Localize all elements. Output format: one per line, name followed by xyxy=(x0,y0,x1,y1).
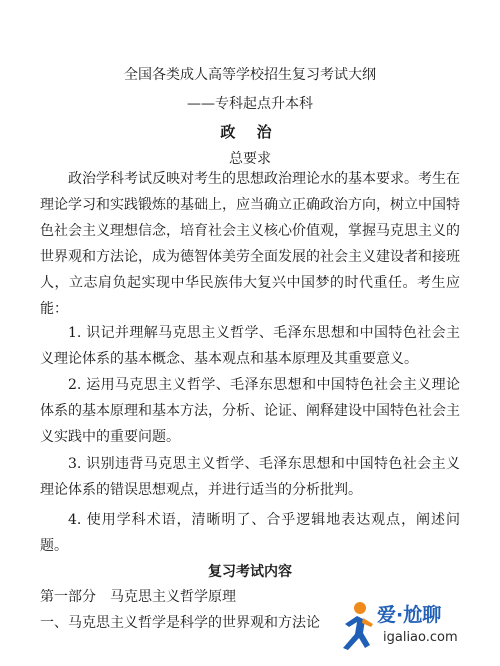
requirement-item: 3. 识别违背马克思主义哲学、毛泽东思想和中国特色社会主义理论体系的错误思想观点，并进行适当的分析批判。 xyxy=(40,456,460,498)
watermark-brand: 爱·尬聊 xyxy=(377,604,442,626)
requirement-item: 1. 识记并理解马克思主义哲学、毛泽东思想和中国特色社会主义理论体系的基本概念、基本观点和基本原理及其重要意义。 xyxy=(40,325,460,367)
subject-heading: 政 治 xyxy=(220,123,280,141)
document-title: 全国各类成人高等学校招生复习考试大纲 xyxy=(124,67,376,83)
general-requirements-heading: 总要求 xyxy=(229,151,271,167)
part-heading: 第一部分 马克思主义哲学原理 xyxy=(40,589,236,605)
requirement-item: 4. 使用学科术语，清晰明了、合乎逻辑地表达观点，阐述问题。 xyxy=(40,512,460,554)
document-subtitle: ——专科起点升本科 xyxy=(187,96,313,112)
running-person-icon xyxy=(335,600,375,652)
watermark-url: igaliao.com xyxy=(383,630,458,645)
requirement-item: 2. 运用马克思主义哲学、毛泽东思想和中国特色社会主义理论体系的基本原理和基本方法，分析、论证、阐释建设中国特色社会主义实践中的重要问题。 xyxy=(40,377,460,445)
review-content-heading: 复习考试内容 xyxy=(208,564,292,580)
part-item-heading: 一、马克思主义哲学是科学的世界观和方法论 xyxy=(40,615,320,631)
intro-paragraph: 政治学科考试反映对考生的思想政治理论水的基本要求。考生在理论学习和实践锻炼的基础上，应当确立正确政治方向，树立中国特色社会主义理想信念，培育社会主义核心价值观，掌握马克思主义的世界观和方法论，成为德智体美劳全面发展的社会主义建设者和接班人，立志肩负起实现中华民族伟大复兴中国梦的时代重任。考生应能： xyxy=(40,171,460,317)
watermark xyxy=(335,598,495,660)
